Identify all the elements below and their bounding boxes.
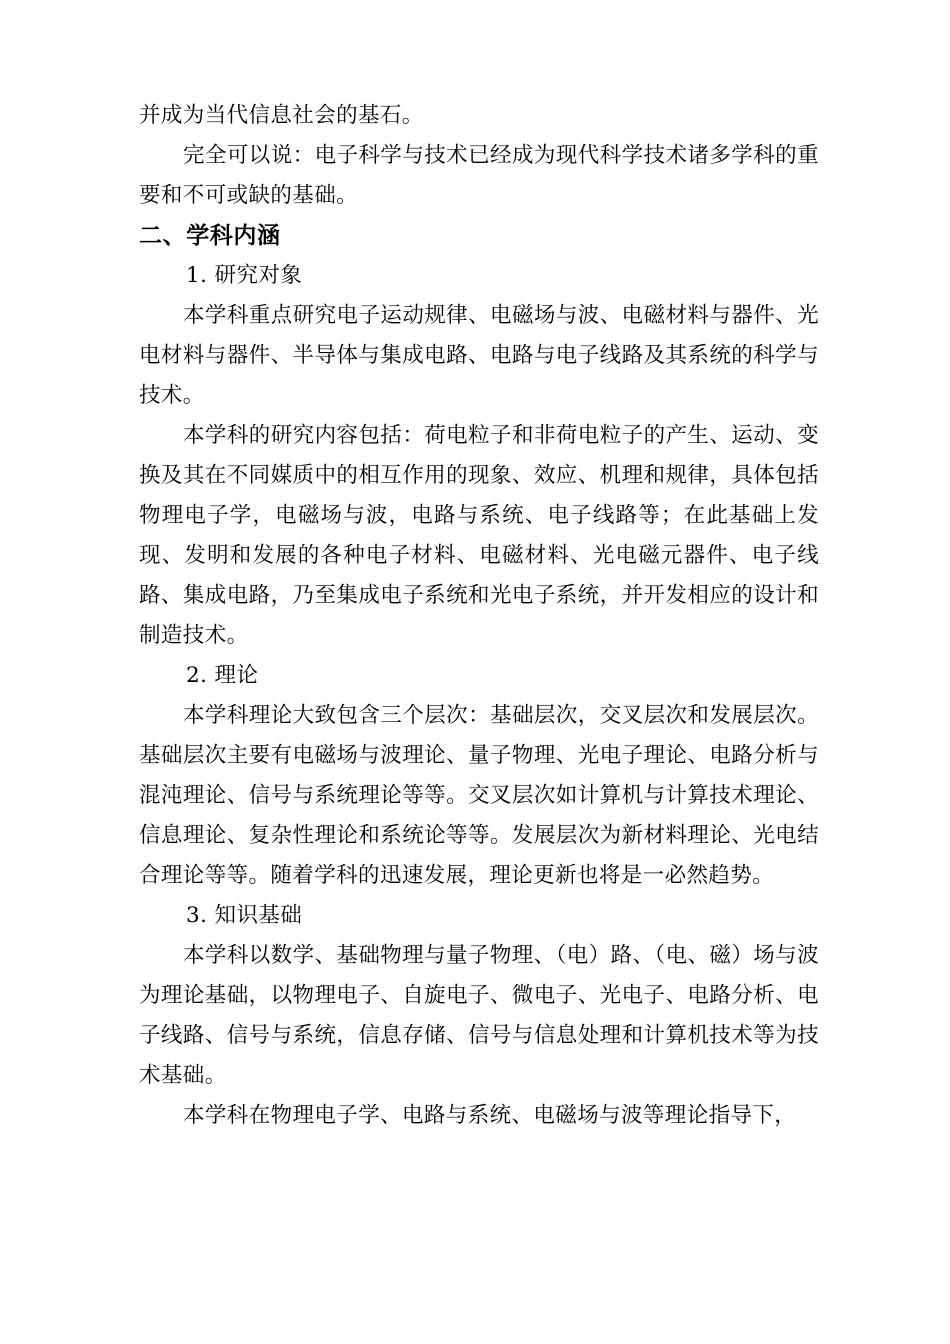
- paragraph-guidance: 本学科在物理电子学、电路与系统、电磁场与波等理论指导下，: [183, 1103, 797, 1128]
- document-body: [139, 96, 819, 1136]
- paragraph-research-content: 本学科的研究内容包括：荷电粒子和非荷电粒子的产生、运动、变换及其在不同媒质中的相互作用的现象、效应、机理和规律，具体包括物理电子学，电磁场与波，电路与系统、电子线路等；在此基础上发现、发明和发展的各种电子材料、电磁材料、光电磁元器件、电子线路、集成电路，乃至集成电子系统和光电子系统，并开发相应的设计和制造技术。: [139, 423, 819, 648]
- paragraph-knowledge-base: 本学科以数学、基础物理与量子物理、（电）路、（电、磁）场与波为理论基础，以物理电子、自旋电子、微电子、光电子、电路分析、电子线路、信号与系统，信息存储、信号与信息处理和计算机技术等为技术基础。: [139, 943, 819, 1088]
- paragraph-research-focus: 本学科重点研究电子运动规律、电磁场与波、电磁材料与器件、光电材料与器件、半导体与集成电路、电路与电子线路及其系统的科学与技术。: [139, 303, 819, 408]
- paragraph-theory: 本学科理论大致包含三个层次：基础层次，交叉层次和发展层次。基础层次主要有电磁场与波理论、量子物理、光电子理论、电路分析与混沌理论、信号与系统理论等等。交叉层次如计算机与计算技术理论、信息理论、复杂性理论和系统论等等。发展层次为新材料理论、光电结合理论等等。随着学科的迅速发展，理论更新也将是一必然趋势。: [139, 703, 819, 888]
- paragraph-continuation: 并成为当代信息社会的基石。: [139, 103, 424, 128]
- subsection-heading-knowledge-base: 3. 知识基础: [186, 903, 303, 928]
- paragraph-conclusion: 完全可以说：电子科学与技术已经成为现代科学技术诸多学科的重要和不可或缺的基础。: [139, 143, 819, 208]
- subsection-heading-theory: 2. 理论: [186, 663, 259, 688]
- section-heading: 二、学科内涵: [139, 223, 281, 249]
- subsection-heading-research-object: 1. 研究对象: [186, 263, 303, 288]
